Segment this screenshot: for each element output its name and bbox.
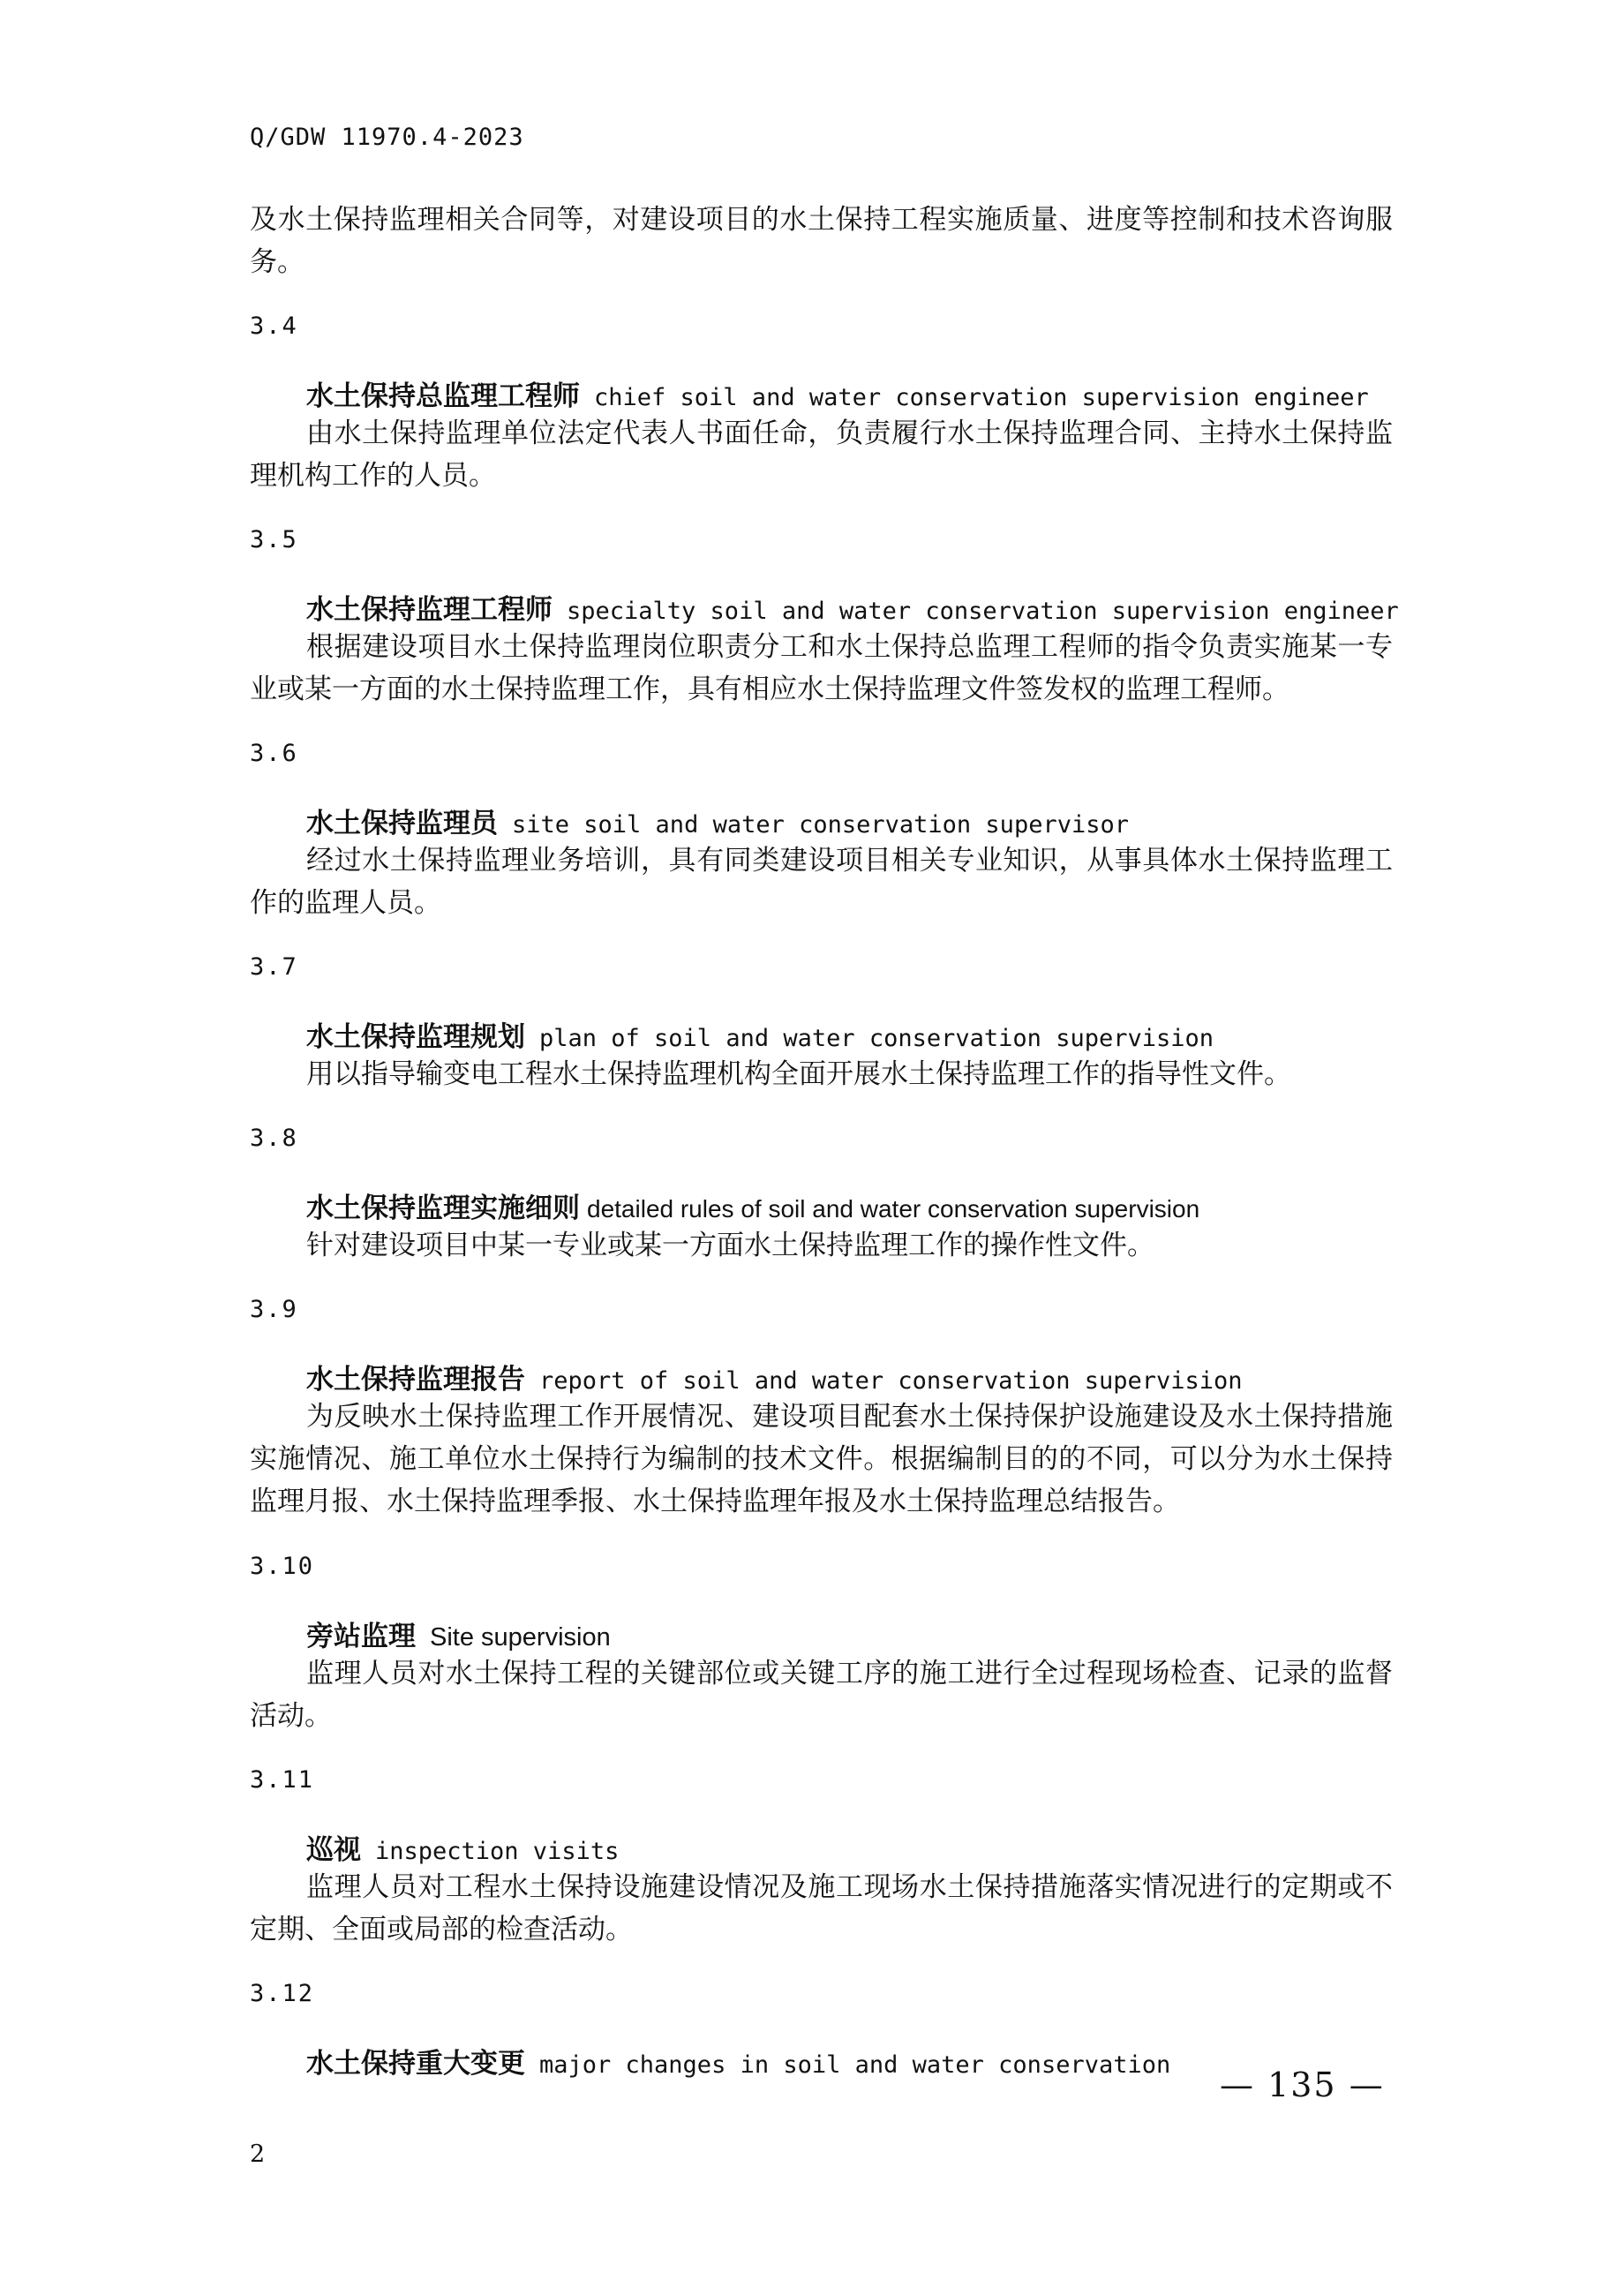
term-chinese: 水土保持监理报告 [306,1364,525,1396]
term-heading-3-12 [306,2041,1170,2081]
section-number-3-7: 3.7 [250,953,298,981]
term-chinese: 水土保持重大变更 [306,2048,525,2080]
term-heading-3-4 [306,373,1369,413]
term-english: plan of soil and water conservation supervision [539,1025,1214,1052]
term-english: Site supervision [430,1623,611,1652]
sheet-number: 2 [250,2141,266,2168]
term-heading-3-8 [306,1185,1199,1225]
term-chinese: 水土保持监理规划 [306,1021,525,1053]
intro-paragraph: 及水土保持监理相关合同等，对建设项目的水土保持工程实施质量、进度等控制和技术咨询服务。 [250,204,1393,278]
term-definition-3-8: 针对建设项目中某一专业或某一方面水土保持监理工作的操作性文件。 [306,1230,1154,1261]
term-heading-3-5 [306,587,1399,627]
section-number-3-6: 3.6 [250,740,298,767]
section-number-3-9: 3.9 [250,1296,298,1323]
term-chinese: 旁站监理 [306,1621,416,1652]
term-english: specialty soil and water conservation supervision engineer [567,598,1399,625]
term-heading-3-10 [306,1614,611,1653]
term-chinese: 水土保持总监理工程师 [306,380,580,412]
section-number-3-11: 3.11 [250,1766,315,1794]
term-english: chief soil and water conservation supervision engineer [594,384,1369,411]
document-code-header: Q/GDW 11970.4-2023 [250,124,524,151]
term-definition-3-9: 为反映水土保持监理工作开展情况、建设项目配套水土保持保护设施建设及水土保持措施实施情况、施工单位水土保持行为编制的技术文件。根据编制目的的不同，可以分为水土保持监理月报、水土保持监理季报、水土保持监理年报及水土保持监理总结报告。 [250,1401,1393,1517]
term-heading-3-9 [306,1357,1243,1396]
term-heading-3-6 [306,801,1129,840]
section-number-3-12: 3.12 [250,1980,315,2007]
term-english: inspection visits [375,1838,620,1865]
term-english: major changes in soil and water conservation [539,2051,1171,2079]
section-number-3-10: 3.10 [250,1553,315,1580]
page-number: — 135 — [1220,2066,1385,2104]
section-number-3-5: 3.5 [250,526,298,553]
term-definition-3-4: 由水土保持监理单位法定代表人书面任命，负责履行水土保持监理合同、主持水土保持监理机构工作的人员。 [250,418,1393,492]
term-english: site soil and water conservation supervisor [512,811,1129,839]
term-english: detailed rules of soil and water conservation supervision [587,1195,1200,1223]
term-chinese: 水土保持监理工程师 [306,594,553,626]
term-definition-3-7: 用以指导输变电工程水土保持监理机构全面开展水土保持监理工作的指导性文件。 [306,1058,1291,1090]
term-english: report of soil and water conservation supervision [539,1367,1243,1395]
term-heading-3-7 [306,1014,1214,1054]
term-definition-3-10: 监理人员对水土保持工程的关键部位或关键工序的施工进行全过程现场检查、记录的监督活动。 [250,1658,1393,1732]
term-chinese: 水土保持监理员 [306,808,498,839]
term-definition-3-6: 经过水土保持监理业务培训，具有同类建设项目相关专业知识，从事具体水土保持监理工作的监理人员。 [250,845,1393,919]
term-definition-3-5: 根据建设项目水土保持监理岗位职责分工和水土保持总监理工程师的指令负责实施某一专业或某一方面的水土保持监理工作，具有相应水土保持监理文件签发权的监理工程师。 [250,631,1393,705]
section-number-3-8: 3.8 [250,1125,298,1152]
term-heading-3-11 [306,1827,619,1867]
term-chinese: 巡视 [306,1834,361,1866]
term-chinese: 水土保持监理实施细则 [306,1193,580,1224]
section-number-3-4: 3.4 [250,312,298,340]
term-definition-3-11: 监理人员对工程水土保持设施建设情况及施工现场水土保持措施落实情况进行的定期或不定期、全面或局部的检查活动。 [250,1871,1393,1945]
